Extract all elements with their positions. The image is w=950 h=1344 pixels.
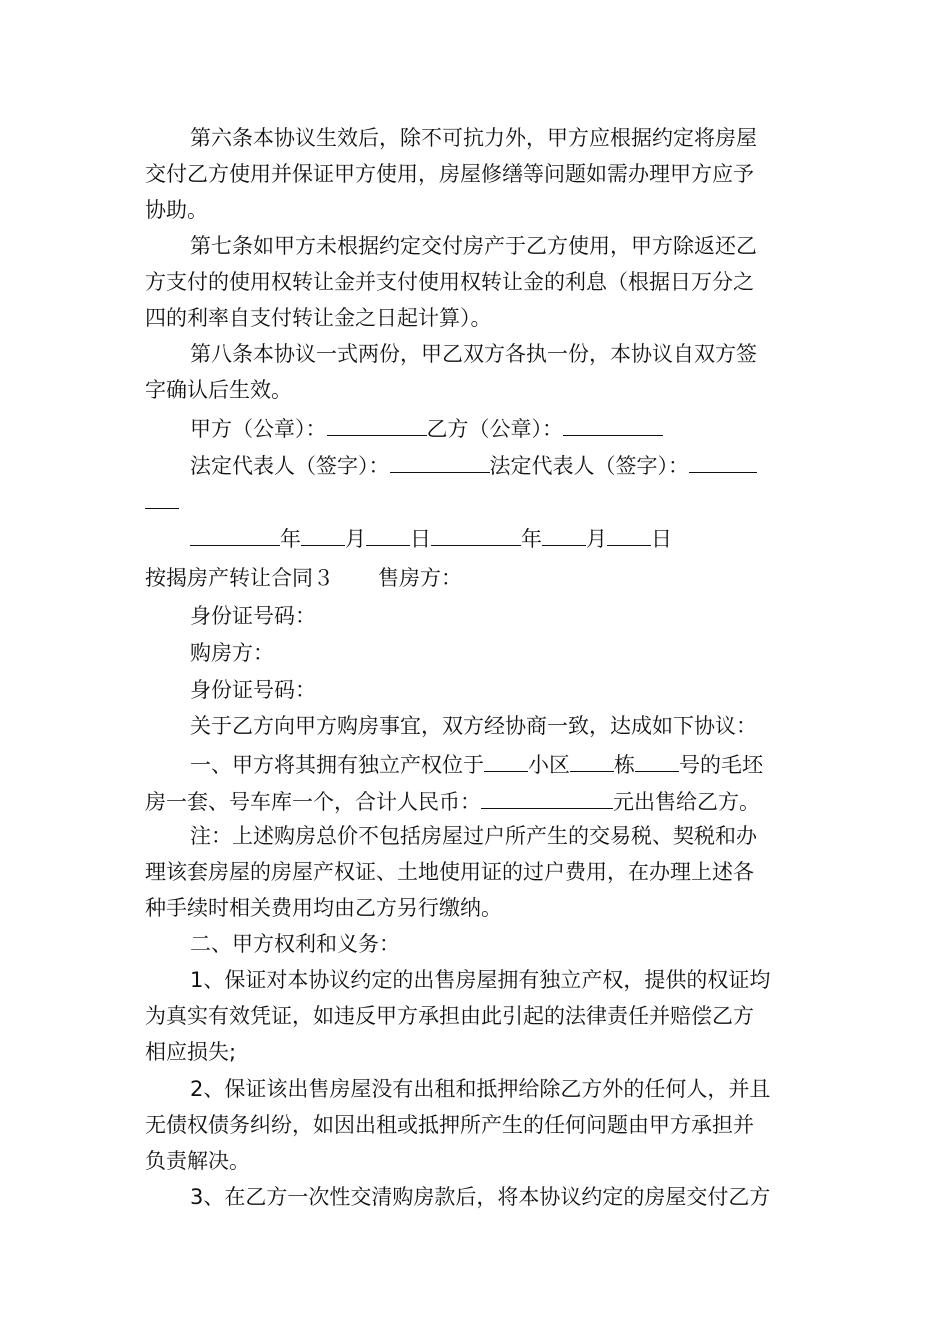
party-b-rep-blank-wrap [145,486,179,509]
duty-1-line-2: 为真实有效凭证，如违反甲方承担由此引起的法律责任并赔偿乙方 [145,1004,754,1028]
buyer-label: 购房方： [190,641,274,665]
item-1-text-d: 号的毛坯 [679,753,763,777]
duty-2-line-2: 无债权债务纠纷，如因出租或抵押所产生的任何问题由甲方承担并 [145,1113,754,1137]
buyer-id-label: 身份证号码： [190,678,316,702]
year-blank-b [431,523,521,546]
seller-label: 售房方： [378,566,462,590]
clause-8-line-2: 字确认后生效。 [145,378,292,402]
party-a-rep-label: 法定代表人（签字）： [190,454,390,478]
year-label-a: 年 [280,527,301,551]
contract-title-line [145,565,810,591]
party-b-seal-blank [563,413,663,436]
item-1-text-e: 房一套、号车库一个，合计人民币： [145,790,481,814]
item-1-text-b: 小区 [528,753,570,777]
duty-1-line-3: 相应损失; [145,1040,237,1064]
party-a-seal-label: 甲方（公章）： [190,417,327,441]
duty-2-line-1: 2、保证该出售房屋没有出租和抵押给除乙方外的任何人，并且 [190,1077,771,1101]
clause-7-line-2: 方支付的使用权转让金并支付使用权转让金的利息（根据日万分之 [145,270,754,294]
unit-blank [635,749,679,772]
clause-6-line-2: 交付乙方使用并保证甲方使用，房屋修缮等问题如需办理甲方应予 [145,162,754,186]
note-line-3: 种手续时相关费用均由乙方另行缴纳。 [145,896,502,920]
duty-1-line-1: 1、保证对本协议约定的出售房屋拥有独立产权，提供的权证均 [190,968,771,992]
price-blank [481,786,613,809]
clause-6-line-3: 协助。 [145,198,208,222]
party-b-rep-label: 法定代表人（签字）： [489,454,689,478]
duty-3-line-1: 3、在乙方一次性交清购房款后，将本协议约定的房屋交付乙方 [190,1185,771,1209]
community-blank [484,749,528,772]
seller-id-label: 身份证号码： [190,604,316,628]
clause-7-line-3: 四的利率自支付转让金之日起计算）。 [145,306,492,330]
day-blank-b [607,523,651,546]
duty-2-line-3: 负责解决。 [145,1149,250,1173]
day-blank-a [366,523,410,546]
item-1-line-2 [145,786,810,815]
month-label-b: 月 [586,527,607,551]
contract-title: 按揭房产转让合同３ [145,566,334,590]
representative-line-wrap [145,486,810,515]
month-blank-b [542,523,586,546]
note-line-2: 理该套房屋的房屋产权证、土地使用证的过户费用，在办理上述各 [145,860,754,884]
year-label-b: 年 [521,527,542,551]
day-label-a: 日 [410,527,431,551]
building-blank [570,749,614,772]
seal-line [145,413,810,442]
representative-line [145,450,810,479]
agreement-intro: 关于乙方向甲方购房事宜，双方经协商一致，达成如下协议： [190,714,757,738]
section-2-heading: 二、甲方权利和义务： [190,932,400,956]
party-b-rep-blank [689,450,757,473]
clause-7-line-1: 第七条如甲方未根据约定交付房产于乙方使用，甲方除返还乙 [190,234,757,258]
day-label-b: 日 [651,527,672,551]
item-1-text-f: 元出售给乙方。 [613,790,760,814]
item-1-line-1 [145,749,810,778]
date-line [145,523,810,552]
item-1-text-c: 栋 [614,753,635,777]
year-blank-a [190,523,280,546]
party-a-seal-blank [327,413,427,436]
month-label-a: 月 [345,527,366,551]
clause-6-line-1: 第六条本协议生效后，除不可抗力外，甲方应根据约定将房屋 [190,126,757,150]
party-b-seal-label: 乙方（公章）： [426,417,563,441]
clause-8-line-1: 第八条本协议一式两份，甲乙双方各执一份，本协议自双方签 [190,342,757,366]
month-blank-a [301,523,345,546]
item-1-text-a: 一、甲方将其拥有独立产权位于 [190,753,484,777]
note-line-1: 注：上述购房总价不包括房屋过户所产生的交易税、契税和办 [190,824,757,848]
party-a-rep-blank [390,450,490,473]
